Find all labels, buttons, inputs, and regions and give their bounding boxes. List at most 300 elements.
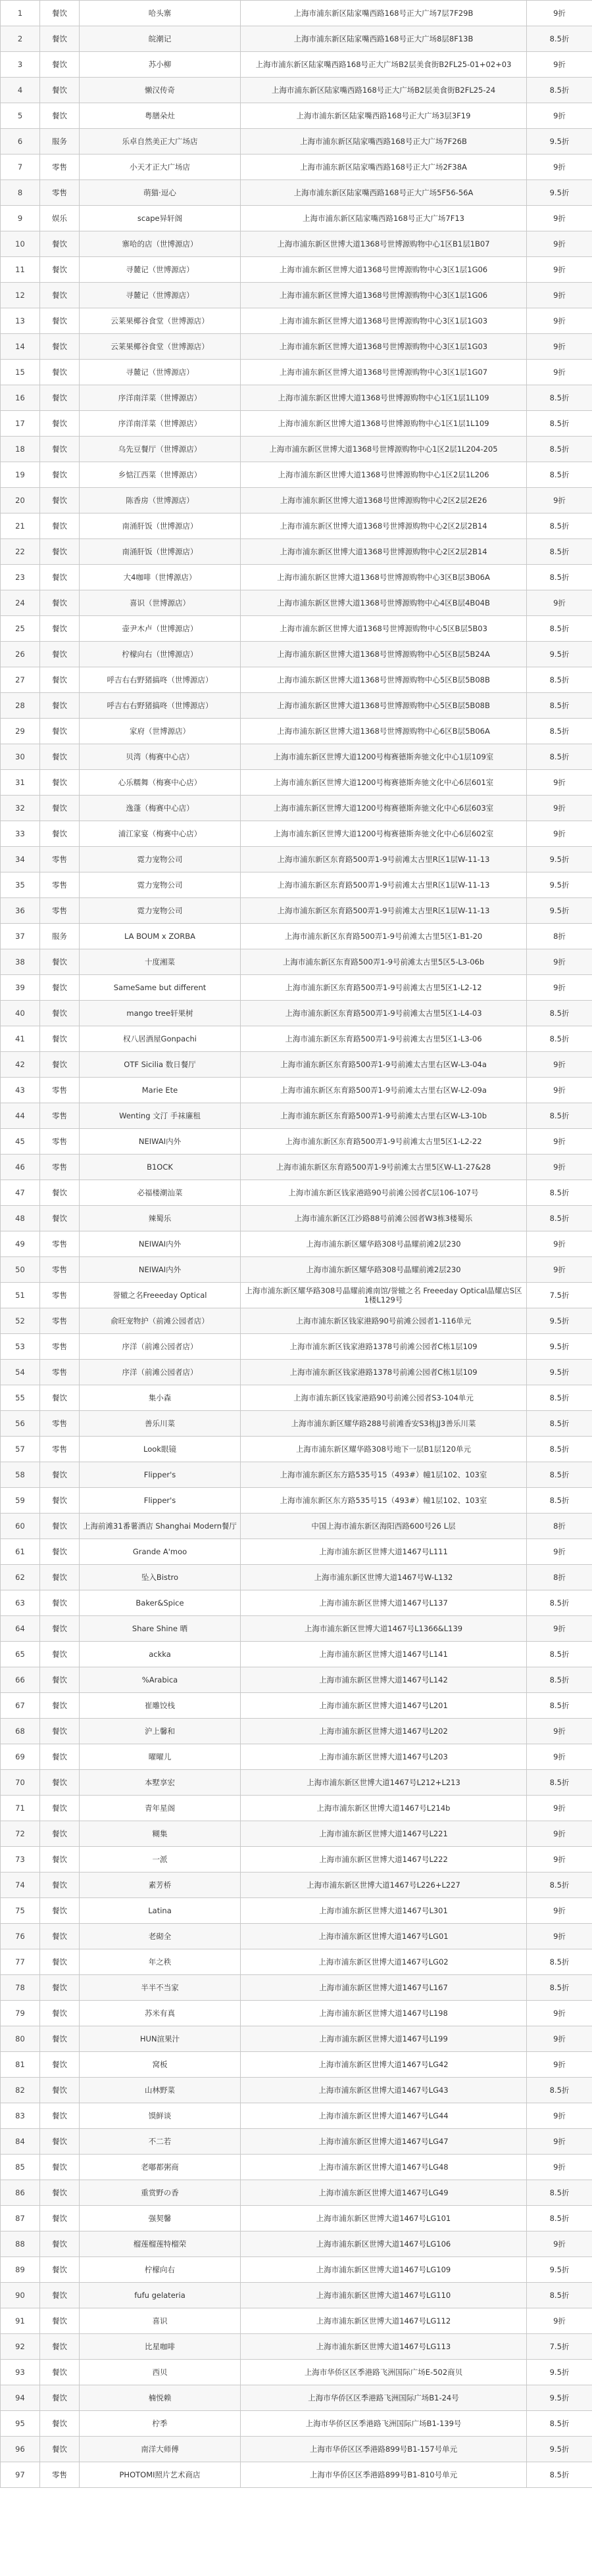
table-row [1, 103, 592, 129]
row-category: 餐饮 [40, 1770, 80, 1796]
row-number: 88 [1, 2231, 40, 2257]
row-address: 上海市浦东新区世博大道1467号L198 [241, 2001, 527, 2026]
row-discount: 9折 [527, 975, 592, 1001]
row-merchant-name: 陈香房（世博源店） [80, 488, 241, 513]
row-discount: 9折 [527, 2129, 592, 2155]
row-number: 62 [1, 1565, 40, 1590]
row-merchant-name: 乌先豆餐厅（世博源店） [80, 437, 241, 462]
row-address: 上海市浦东新区东育路500弄1-9号前滩太古里5区5-L3-06b [241, 949, 527, 975]
row-number: 84 [1, 2129, 40, 2155]
table-row [1, 667, 592, 693]
row-merchant-name: 霓力宠物公司 [80, 847, 241, 872]
row-discount: 9折 [527, 949, 592, 975]
row-number: 26 [1, 642, 40, 667]
row-address: 上海市浦东新区陆家嘴西路168号正大广场B2层美食街B2FL25-01+02+03 [241, 52, 527, 78]
row-number: 6 [1, 129, 40, 155]
row-merchant-name: ackka [80, 1642, 241, 1667]
row-address: 上海市浦东新区世博大道1368号世博源购物中心5区B层5B24A [241, 642, 527, 667]
row-merchant-name: scape异轩阁 [80, 206, 241, 231]
row-discount: 8.5折 [527, 385, 592, 411]
row-discount: 9折 [527, 488, 592, 513]
row-category: 餐饮 [40, 1206, 80, 1231]
table-row [1, 1206, 592, 1231]
table-row [1, 949, 592, 975]
table-row [1, 2308, 592, 2334]
row-discount: 8.5折 [527, 411, 592, 437]
row-discount: 9.5折 [527, 642, 592, 667]
row-merchant-name: 小天才正大广场店 [80, 155, 241, 180]
row-number: 38 [1, 949, 40, 975]
row-discount: 8.5折 [527, 1001, 592, 1026]
table-row [1, 52, 592, 78]
row-discount: 8.5折 [527, 719, 592, 744]
row-address: 上海市浦东新区东育路500弄1-9号前滩太古里5区1-L2-22 [241, 1129, 527, 1155]
row-merchant-name: 集小森 [80, 1385, 241, 1411]
row-discount: 8.5折 [527, 2462, 592, 2488]
table-row [1, 898, 592, 924]
row-number: 7 [1, 155, 40, 180]
row-discount: 9折 [527, 52, 592, 78]
row-category: 餐饮 [40, 2206, 80, 2231]
row-discount: 9折 [527, 796, 592, 821]
row-category: 餐饮 [40, 1719, 80, 1744]
table-row [1, 257, 592, 283]
row-category: 餐饮 [40, 308, 80, 334]
row-address: 上海市华侨区区季港路899号B1-810号单元 [241, 2462, 527, 2488]
row-category: 餐饮 [40, 103, 80, 129]
row-address: 上海市浦东新区世博大道1368号世博源购物中心1区B1层1B07 [241, 231, 527, 257]
row-category: 餐饮 [40, 2437, 80, 2462]
row-discount: 8.5折 [527, 26, 592, 52]
row-merchant-name: Look眼镜 [80, 1437, 241, 1462]
row-number: 4 [1, 78, 40, 103]
row-merchant-name: 皖潮记 [80, 26, 241, 52]
table-row [1, 1975, 592, 2001]
table-row [1, 1488, 592, 1514]
row-address: 上海市浦东新区钱家港路90号前滩公园者S3-104单元 [241, 1385, 527, 1411]
row-merchant-name: 比星咖啡 [80, 2334, 241, 2360]
table-row [1, 796, 592, 821]
row-address: 上海市浦东新区陆家嘴西路168号正大广场B2层美食街B2FL25-24 [241, 78, 527, 103]
row-merchant-name: 呼吉右右野猪搞咚（世博源店） [80, 693, 241, 719]
row-address: 上海市浦东新区东育路500弄1-9号前滩太古里5区1-L3-06 [241, 1026, 527, 1052]
row-merchant-name: 沪上馨和 [80, 1719, 241, 1744]
row-discount: 9折 [527, 590, 592, 616]
row-category: 餐饮 [40, 1821, 80, 1847]
table-row [1, 308, 592, 334]
row-category: 餐饮 [40, 52, 80, 78]
row-merchant-name: 善乐川菜 [80, 1411, 241, 1437]
row-address: 上海市浦东新区世博大道1368号世博源购物中心4区B层4B04B [241, 590, 527, 616]
row-address: 上海市浦东新区钱家港路1378号前滩公园者C栋1层109 [241, 1334, 527, 1360]
row-merchant-name: 曜曜儿 [80, 1744, 241, 1770]
row-discount: 9.5折 [527, 2437, 592, 2462]
row-discount: 9折 [527, 1257, 592, 1283]
row-merchant-name: mango tree轩果树 [80, 1001, 241, 1026]
table-row [1, 2206, 592, 2231]
row-number: 19 [1, 462, 40, 488]
row-merchant-name: 序洋（前滩公园者店） [80, 1360, 241, 1385]
row-address: 上海市华侨区区季港路飞洲国际广场E-502商贝 [241, 2360, 527, 2385]
row-number: 35 [1, 872, 40, 898]
row-address: 上海市浦东新区陆家嘴西路168号正大广场2F38A [241, 155, 527, 180]
row-merchant-name: 权八居酒屋Gonpachi [80, 1026, 241, 1052]
row-discount: 9.5折 [527, 898, 592, 924]
row-number: 90 [1, 2283, 40, 2308]
row-merchant-name: 柠檬向右（世博源店） [80, 642, 241, 667]
row-category: 零售 [40, 180, 80, 206]
row-number: 18 [1, 437, 40, 462]
row-address: 上海市浦东新区东育路500弄1-9号前滩太古里R区1层W-11-13 [241, 872, 527, 898]
row-merchant-name: 一派 [80, 1847, 241, 1872]
row-discount: 8.5折 [527, 1949, 592, 1975]
row-discount: 9折 [527, 2155, 592, 2180]
row-merchant-name: Flipper's [80, 1462, 241, 1488]
row-merchant-name: 山林野菜 [80, 2078, 241, 2103]
table-row [1, 2411, 592, 2437]
row-address: 上海市浦东新区耀华路308号晶耀前滩2层230 [241, 1257, 527, 1283]
table-row [1, 1257, 592, 1283]
row-discount: 9.5折 [527, 2360, 592, 2385]
row-merchant-name: fufu gelateria [80, 2283, 241, 2308]
row-category: 餐饮 [40, 462, 80, 488]
row-number: 74 [1, 1872, 40, 1898]
table-row [1, 1078, 592, 1103]
row-address: 上海市浦东新区东育路500弄1-9号前滩太古里5区1-L4-03 [241, 1001, 527, 1026]
row-discount: 8.5折 [527, 1975, 592, 2001]
table-row [1, 1360, 592, 1385]
row-category: 餐饮 [40, 488, 80, 513]
row-category: 餐饮 [40, 2078, 80, 2103]
row-discount: 9折 [527, 1, 592, 26]
row-number: 17 [1, 411, 40, 437]
row-address: 上海市浦东新区陆家嘴西路168号正大广场7层7F29B [241, 1, 527, 26]
row-discount: 8.5折 [527, 1590, 592, 1616]
row-number: 58 [1, 1462, 40, 1488]
row-category: 餐饮 [40, 1180, 80, 1206]
row-address: 上海市浦东新区世博大道1467号LG47 [241, 2129, 527, 2155]
row-category: 餐饮 [40, 2231, 80, 2257]
row-merchant-name: SameSame but different [80, 975, 241, 1001]
row-category: 餐饮 [40, 1616, 80, 1642]
row-merchant-name: OTF Sicilia 数日餐厅 [80, 1052, 241, 1078]
row-category: 餐饮 [40, 642, 80, 667]
row-address: 上海市浦东新区世博大道1467号LG02 [241, 1949, 527, 1975]
row-category: 餐饮 [40, 1898, 80, 1924]
table-row [1, 2231, 592, 2257]
row-category: 餐饮 [40, 2155, 80, 2180]
row-address: 上海市浦东新区世博大道1467号L167 [241, 1975, 527, 2001]
row-discount: 8.5折 [527, 565, 592, 590]
row-merchant-name: 年之秩 [80, 1949, 241, 1975]
row-category: 零售 [40, 1308, 80, 1334]
table-row [1, 283, 592, 308]
row-address: 上海市浦东新区世博大道1467号L214b [241, 1796, 527, 1821]
row-number: 33 [1, 821, 40, 847]
row-discount: 8.5折 [527, 1642, 592, 1667]
row-discount: 9折 [527, 334, 592, 360]
table-row [1, 1129, 592, 1155]
row-category: 餐饮 [40, 2052, 80, 2078]
row-number: 73 [1, 1847, 40, 1872]
row-discount: 8.5折 [527, 78, 592, 103]
row-discount: 9折 [527, 770, 592, 796]
row-discount: 8.5折 [527, 1385, 592, 1411]
row-merchant-name: LA BOUM x ZORBA [80, 924, 241, 949]
table-row [1, 1103, 592, 1129]
row-merchant-name: 粤膳朵灶 [80, 103, 241, 129]
row-discount: 8.5折 [527, 2283, 592, 2308]
row-merchant-name: NEIWAI内外 [80, 1231, 241, 1257]
row-address: 上海市浦东新区钱家港路1378号前滩公园者C栋1层109 [241, 1360, 527, 1385]
table-row [1, 872, 592, 898]
row-discount: 8.5折 [527, 1026, 592, 1052]
row-merchant-name: 必福楼潮汕菜 [80, 1180, 241, 1206]
row-category: 餐饮 [40, 616, 80, 642]
row-merchant-name: 素芳桥 [80, 1872, 241, 1898]
table-row [1, 565, 592, 590]
row-address: 上海市浦东新区世博大道1368号世博源购物中心5区B层5B03 [241, 616, 527, 642]
table-row [1, 642, 592, 667]
row-address: 上海市浦东新区世博大道1467号LG49 [241, 2180, 527, 2206]
row-merchant-name: 乡惦江西菜（世博源店） [80, 462, 241, 488]
row-category: 餐饮 [40, 1462, 80, 1488]
row-number: 16 [1, 385, 40, 411]
table-row [1, 2078, 592, 2103]
row-merchant-name: 上海前滩31番薯酒店 Shanghai Modern餐厅 [80, 1514, 241, 1539]
row-merchant-name: 家府（世博源店） [80, 719, 241, 744]
table-row [1, 1847, 592, 1872]
table-row [1, 2155, 592, 2180]
row-merchant-name: 喜识 [80, 2308, 241, 2334]
row-category: 零售 [40, 1129, 80, 1155]
row-address: 上海市浦东新区世博大道1368号世博源购物中心3区1层1G03 [241, 308, 527, 334]
row-number: 2 [1, 26, 40, 52]
row-number: 31 [1, 770, 40, 796]
row-number: 72 [1, 1821, 40, 1847]
row-address: 上海市浦东新区世博大道1467号LG113 [241, 2334, 527, 2360]
row-discount: 7.5折 [527, 2334, 592, 2360]
row-merchant-name: 窝板 [80, 2052, 241, 2078]
row-category: 餐饮 [40, 949, 80, 975]
row-merchant-name: 不二若 [80, 2129, 241, 2155]
table-row [1, 693, 592, 719]
row-category: 零售 [40, 1103, 80, 1129]
row-discount: 9折 [527, 1078, 592, 1103]
row-address: 上海市浦东新区东育路500弄1-9号前滩太古里R区1层W-11-13 [241, 847, 527, 872]
row-merchant-name: 半半不当家 [80, 1975, 241, 2001]
row-discount: 9折 [527, 308, 592, 334]
row-address: 上海市浦东新区耀华路288号前滩香安S3栋JJ3善乐川菜 [241, 1411, 527, 1437]
table-row [1, 1, 592, 26]
row-merchant-name: Latina [80, 1898, 241, 1924]
row-address: 上海市浦东新区世博大道1368号世博源购物中心6区B层5B06A [241, 719, 527, 744]
table-row [1, 719, 592, 744]
row-number: 27 [1, 667, 40, 693]
row-category: 餐饮 [40, 1744, 80, 1770]
row-discount: 9折 [527, 2308, 592, 2334]
row-number: 94 [1, 2385, 40, 2411]
table-row [1, 1462, 592, 1488]
row-category: 餐饮 [40, 821, 80, 847]
table-row [1, 334, 592, 360]
row-category: 餐饮 [40, 590, 80, 616]
row-address: 上海市浦东新区世博大道1200号梅赛德斯奔驰文化中心6层603室 [241, 796, 527, 821]
row-discount: 8折 [527, 1565, 592, 1590]
row-number: 8 [1, 180, 40, 206]
table-row [1, 1642, 592, 1667]
row-category: 餐饮 [40, 2411, 80, 2437]
row-category: 餐饮 [40, 26, 80, 52]
row-address: 上海市浦东新区世博大道1467号LG106 [241, 2231, 527, 2257]
row-address: 上海市浦东新区世博大道1467号L221 [241, 1821, 527, 1847]
row-number: 25 [1, 616, 40, 642]
row-category: 餐饮 [40, 2385, 80, 2411]
row-merchant-name: 哈头寨 [80, 1, 241, 26]
row-merchant-name: 柠季 [80, 2411, 241, 2437]
row-merchant-name: 辣蜀乐 [80, 1206, 241, 1231]
row-merchant-name: 坠入Bistro [80, 1565, 241, 1590]
row-category: 餐饮 [40, 1693, 80, 1719]
row-merchant-name: 序洋（前滩公园者店） [80, 1334, 241, 1360]
row-number: 80 [1, 2026, 40, 2052]
row-category: 餐饮 [40, 1872, 80, 1898]
row-category: 零售 [40, 898, 80, 924]
row-category: 餐饮 [40, 2001, 80, 2026]
row-address: 上海市浦东新区世博大道1467号LG42 [241, 2052, 527, 2078]
row-address: 上海市浦东新区陆家嘴西路168号正大广场7F26B [241, 129, 527, 155]
table-row [1, 1590, 592, 1616]
row-discount: 9折 [527, 206, 592, 231]
row-address: 上海市浦东新区世博大道1467号L142 [241, 1667, 527, 1693]
row-category: 餐饮 [40, 1924, 80, 1949]
row-merchant-name: Marie Ete [80, 1078, 241, 1103]
row-category: 零售 [40, 1078, 80, 1103]
row-discount: 9.5折 [527, 872, 592, 898]
row-discount: 8.5折 [527, 2078, 592, 2103]
row-merchant-name: Grande A'moo [80, 1539, 241, 1565]
row-address: 上海市浦东新区世博大道1467号LG101 [241, 2206, 527, 2231]
row-category: 服务 [40, 924, 80, 949]
row-number: 42 [1, 1052, 40, 1078]
row-category: 餐饮 [40, 2283, 80, 2308]
row-address: 上海市浦东新区世博大道1467号L199 [241, 2026, 527, 2052]
row-number: 9 [1, 206, 40, 231]
row-merchant-name: 呼吉右右野猪搞咚（世博源店） [80, 667, 241, 693]
table-row [1, 1539, 592, 1565]
row-category: 餐饮 [40, 770, 80, 796]
row-number: 41 [1, 1026, 40, 1052]
table-row [1, 847, 592, 872]
table-row [1, 180, 592, 206]
row-category: 零售 [40, 1334, 80, 1360]
row-discount: 9.5折 [527, 2385, 592, 2411]
row-number: 34 [1, 847, 40, 872]
table-row [1, 78, 592, 103]
row-number: 97 [1, 2462, 40, 2488]
row-address: 上海市浦东新区陆家嘴西路168号正大广场8层8F13B [241, 26, 527, 52]
row-number: 22 [1, 539, 40, 565]
row-merchant-name: 序洋南洋菜（世博源店） [80, 385, 241, 411]
table-row [1, 590, 592, 616]
row-category: 餐饮 [40, 1796, 80, 1821]
row-number: 54 [1, 1360, 40, 1385]
row-merchant-name: HUN渲果汁 [80, 2026, 241, 2052]
row-category: 餐饮 [40, 693, 80, 719]
row-discount: 8.5折 [527, 539, 592, 565]
row-number: 43 [1, 1078, 40, 1103]
row-category: 餐饮 [40, 1052, 80, 1078]
row-discount: 9折 [527, 1821, 592, 1847]
row-address: 上海市浦东新区世博大道1368号世博源购物中心1区2层1L206 [241, 462, 527, 488]
row-number: 66 [1, 1667, 40, 1693]
row-number: 79 [1, 2001, 40, 2026]
row-address: 上海市浦东新区陆家嘴西路168号正大广场7F13 [241, 206, 527, 231]
row-number: 85 [1, 2155, 40, 2180]
row-number: 59 [1, 1488, 40, 1514]
row-merchant-name: Wenting 文汀 手袜廉租 [80, 1103, 241, 1129]
table-row [1, 462, 592, 488]
table-row [1, 1719, 592, 1744]
table-row [1, 539, 592, 565]
row-discount: 8.5折 [527, 1872, 592, 1898]
table-row [1, 2180, 592, 2206]
row-merchant-name: 西贝 [80, 2360, 241, 2385]
row-category: 零售 [40, 847, 80, 872]
row-category: 餐饮 [40, 1026, 80, 1052]
table-row [1, 1180, 592, 1206]
row-category: 零售 [40, 155, 80, 180]
row-merchant-name: 俞旺宠物护（前滩公园者店） [80, 1308, 241, 1334]
row-category: 餐饮 [40, 2257, 80, 2283]
table-row [1, 231, 592, 257]
row-discount: 9折 [527, 2231, 592, 2257]
merchant-rows [1, 1, 592, 2488]
row-address: 上海市浦东新区世博大道1368号世博源购物中心3区1层1G06 [241, 283, 527, 308]
row-category: 餐饮 [40, 2026, 80, 2052]
table-row [1, 1231, 592, 1257]
table-row [1, 1693, 592, 1719]
row-address: 上海市浦东新区世博大道1368号世博源购物中心3区B层3B06A [241, 565, 527, 590]
row-category: 餐饮 [40, 1949, 80, 1975]
row-address: 上海市浦东新区世博大道1467号L137 [241, 1590, 527, 1616]
row-number: 65 [1, 1642, 40, 1667]
row-merchant-name: 贝湾（梅赛中心店） [80, 744, 241, 770]
row-number: 55 [1, 1385, 40, 1411]
row-merchant-name: Share Shine 晒 [80, 1616, 241, 1642]
row-merchant-name: 强契馨 [80, 2206, 241, 2231]
row-merchant-name: 逸蓬（梅赛中心店） [80, 796, 241, 821]
row-discount: 8.5折 [527, 1103, 592, 1129]
row-address: 中国上海市浦东新区海阳西路600号26 L层 [241, 1514, 527, 1539]
row-number: 21 [1, 513, 40, 539]
row-address: 上海市浦东新区世博大道1467号LG48 [241, 2155, 527, 2180]
row-address: 上海市浦东新区世博大道1200号梅赛德斯奔驰文化中心1层109室 [241, 744, 527, 770]
table-row [1, 129, 592, 155]
row-discount: 8.5折 [527, 1667, 592, 1693]
row-category: 餐饮 [40, 1565, 80, 1590]
table-row [1, 1872, 592, 1898]
row-merchant-name: 苏米有真 [80, 2001, 241, 2026]
row-discount: 9折 [527, 1744, 592, 1770]
row-number: 64 [1, 1616, 40, 1642]
row-category: 餐饮 [40, 1488, 80, 1514]
row-address: 上海市浦东新区江沙路88号前滩公园者W3栋3楼蜀乐 [241, 1206, 527, 1231]
row-number: 86 [1, 2180, 40, 2206]
row-discount: 8折 [527, 1514, 592, 1539]
row-address: 上海市浦东新区钱家港路90号前滩公园者1-116单元 [241, 1308, 527, 1334]
row-number: 83 [1, 2103, 40, 2129]
